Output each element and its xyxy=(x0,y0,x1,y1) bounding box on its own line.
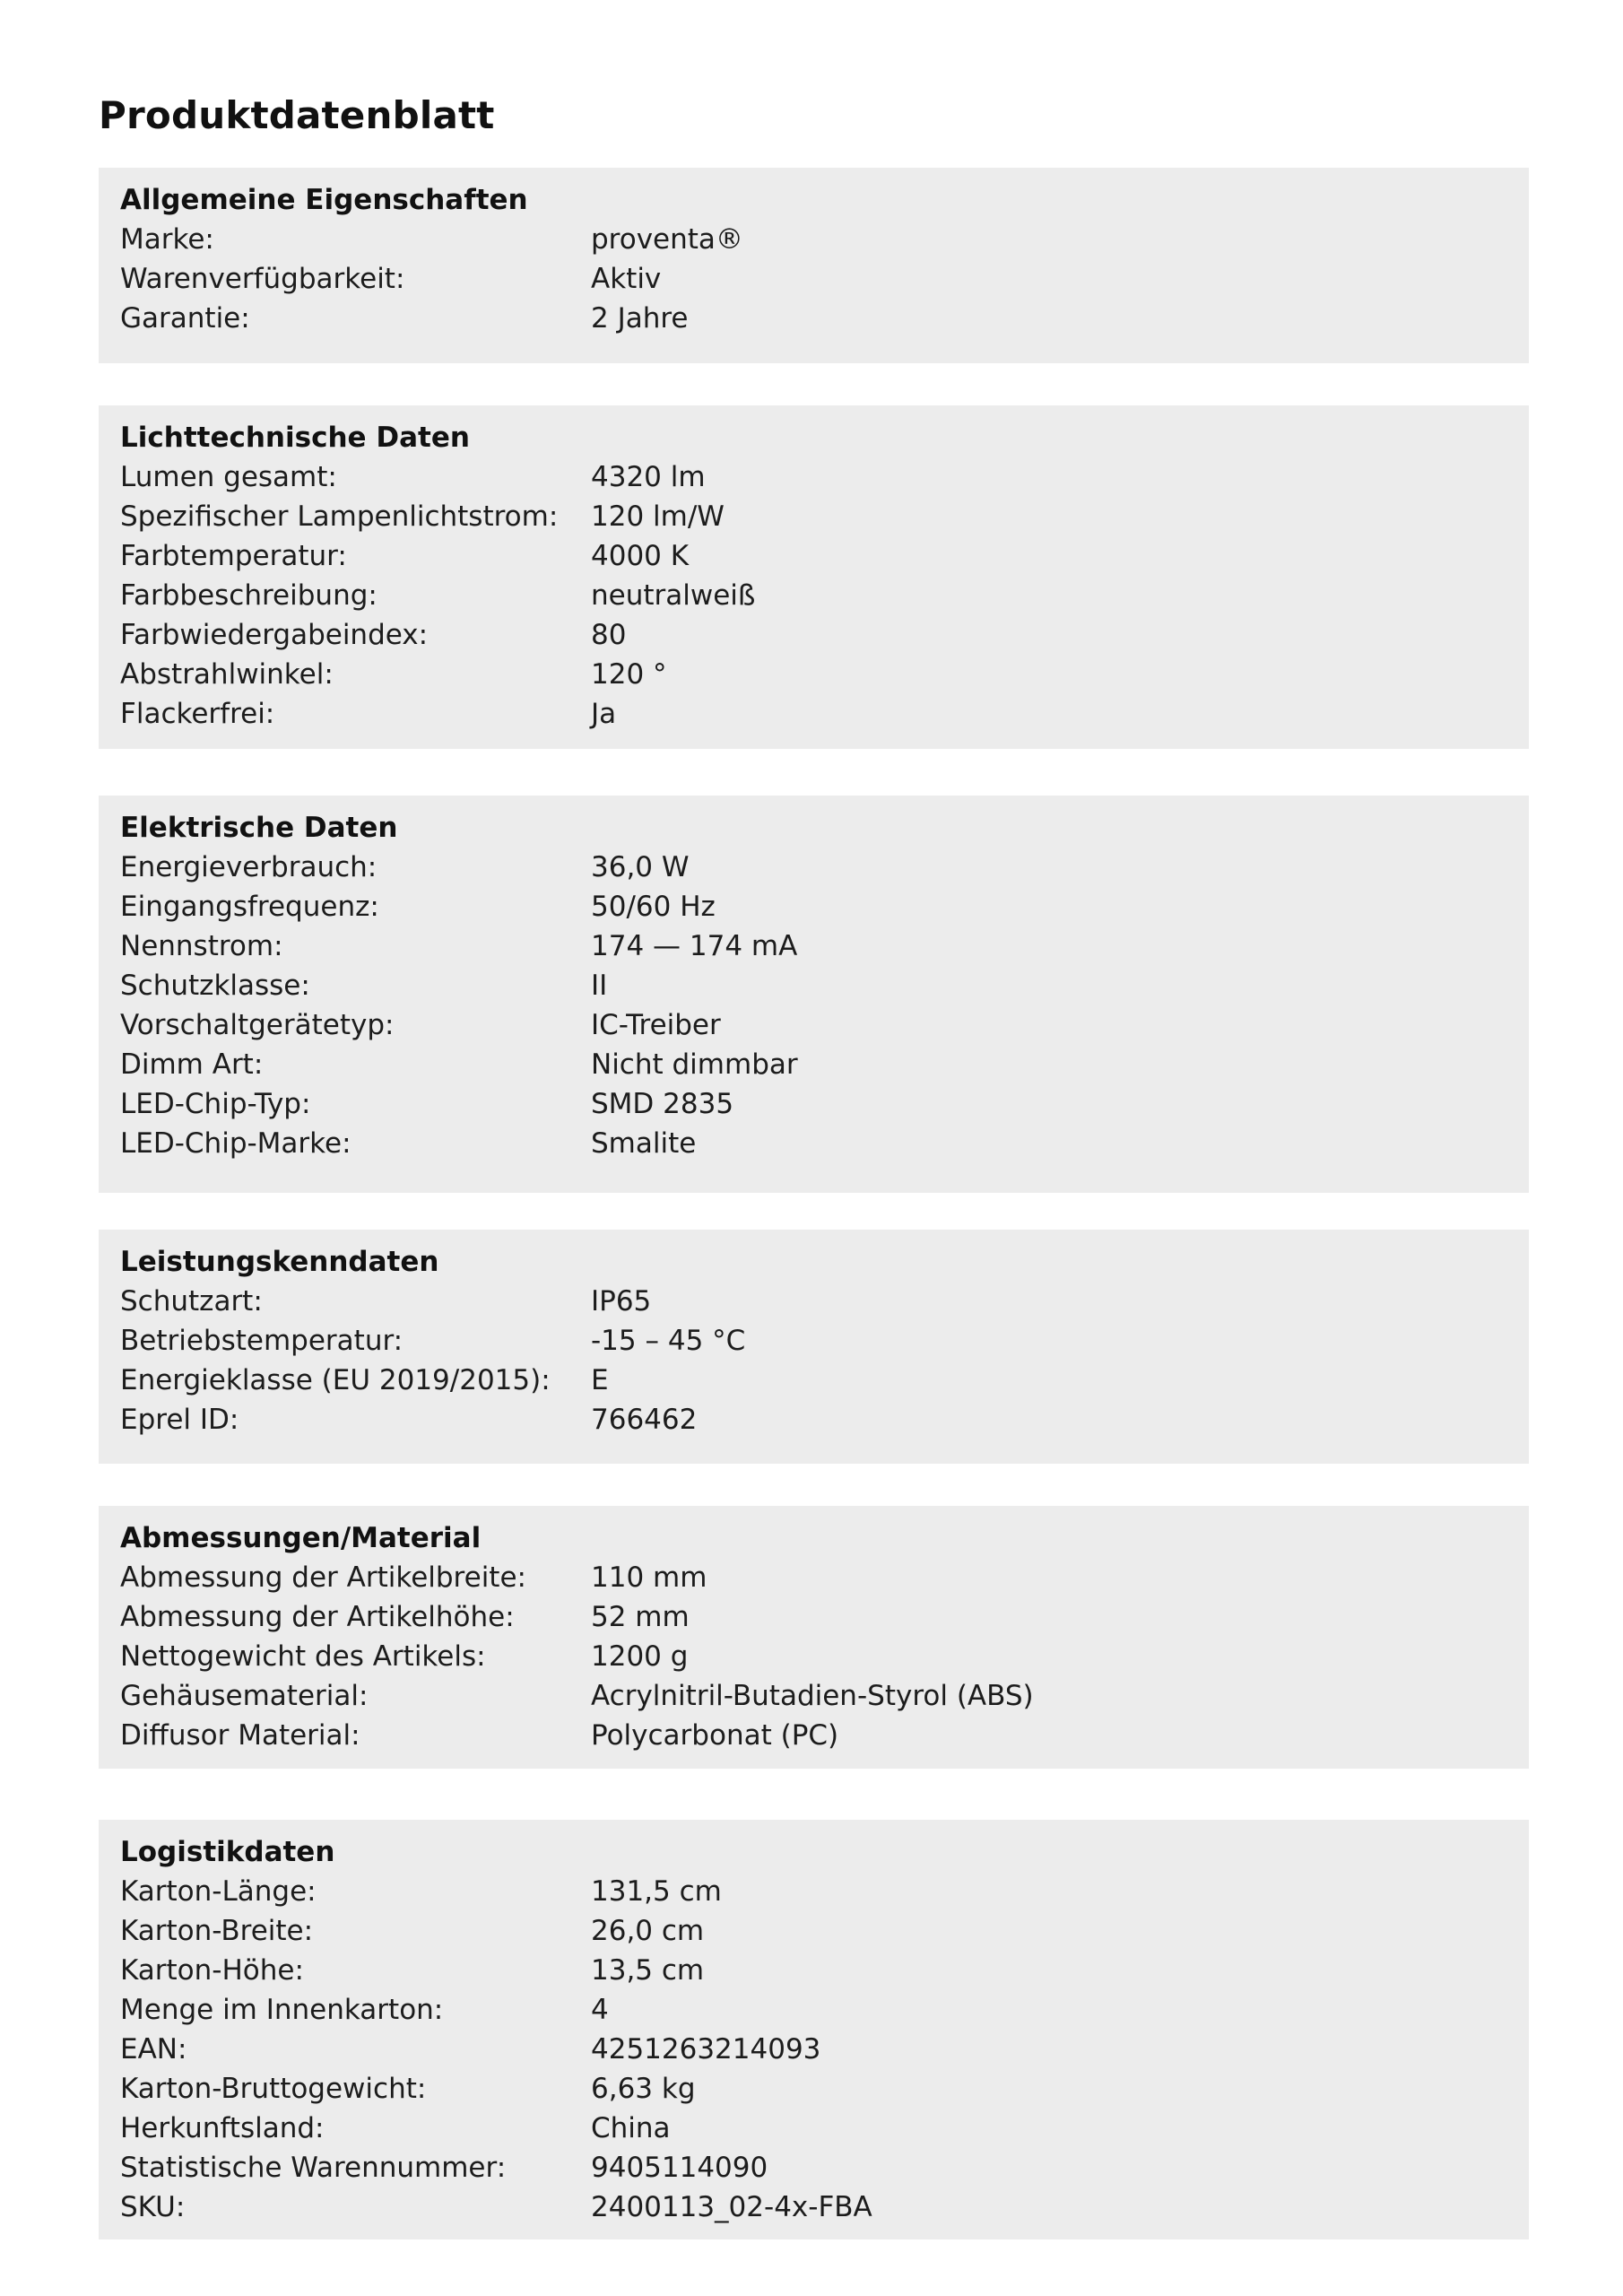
row-label: Karton-Länge: xyxy=(120,1875,317,1908)
row-value: 120 ° xyxy=(591,658,667,691)
row-label: Nennstrom: xyxy=(120,930,283,962)
section-abmessungen-material xyxy=(99,1506,1529,1769)
row-label: Abstrahlwinkel: xyxy=(120,658,334,691)
data-row-energieverbrauch xyxy=(120,848,1529,887)
row-value: 13,5 cm xyxy=(591,1954,705,1987)
row-value: 766462 xyxy=(591,1404,698,1436)
row-label: Garantie: xyxy=(120,302,250,335)
row-value: 131,5 cm xyxy=(591,1875,722,1908)
row-value: 52 mm xyxy=(591,1601,690,1633)
data-row-lumen-gesamt xyxy=(120,457,1529,497)
data-row-diffusor-material xyxy=(120,1716,1529,1755)
row-value: 110 mm xyxy=(591,1561,707,1594)
data-row-artikelbreite xyxy=(120,1558,1529,1597)
data-row-flackerfrei xyxy=(120,694,1529,734)
section-lichttechnische-daten xyxy=(99,405,1529,749)
data-row-abstrahlwinkel xyxy=(120,655,1529,694)
row-label: Energieverbrauch: xyxy=(120,851,378,883)
data-row-karton-laenge xyxy=(120,1872,1529,1911)
row-label: Farbbeschreibung: xyxy=(120,579,378,612)
row-value: 120 lm/W xyxy=(591,500,725,533)
row-label: Energieklasse (EU 2019/2015): xyxy=(120,1364,551,1396)
data-row-warenverfuegbarkeit xyxy=(120,259,1529,299)
row-label: Betriebstemperatur: xyxy=(120,1325,404,1357)
data-row-karton-bruttogewicht xyxy=(120,2069,1529,2109)
row-label: Nettogewicht des Artikels: xyxy=(120,1640,486,1673)
section-title: Lichttechnische Daten xyxy=(120,422,470,454)
data-row-led-chip-typ xyxy=(120,1084,1529,1124)
data-row-led-chip-marke xyxy=(120,1124,1529,1163)
data-row-artikelhoehe xyxy=(120,1597,1529,1637)
row-label: Marke: xyxy=(120,223,214,256)
row-label: Lumen gesamt: xyxy=(120,461,337,493)
data-row-farbtemperatur xyxy=(120,536,1529,576)
data-row-dimm-art xyxy=(120,1045,1529,1084)
row-label: Herkunftsland: xyxy=(120,2112,325,2144)
row-value: SMD 2835 xyxy=(591,1088,734,1120)
data-row-herkunftsland xyxy=(120,2109,1529,2148)
row-label: LED-Chip-Typ: xyxy=(120,1088,311,1120)
section-allgemeine-eigenschaften xyxy=(99,168,1529,363)
row-value: 4251263214093 xyxy=(591,2033,821,2066)
row-value: Acrylnitril-Butadien-Styrol (ABS) xyxy=(591,1680,1034,1712)
data-row-nettogewicht xyxy=(120,1637,1529,1676)
row-value: 4000 K xyxy=(591,540,690,572)
row-label: Gehäusematerial: xyxy=(120,1680,369,1712)
data-row-gehaeusematerial xyxy=(120,1676,1529,1716)
row-value: IP65 xyxy=(591,1285,652,1318)
row-label: Diffusor Material: xyxy=(120,1719,360,1752)
section-logistikdaten xyxy=(99,1820,1529,2239)
row-value: Nicht dimmbar xyxy=(591,1048,798,1081)
row-label: Eprel ID: xyxy=(120,1404,239,1436)
row-value: 4320 lm xyxy=(591,461,706,493)
row-value: 2400113_02-4x-FBA xyxy=(591,2191,872,2223)
section-title: Abmessungen/Material xyxy=(120,1522,482,1554)
row-label: Farbwiedergabeindex: xyxy=(120,619,429,651)
row-value: neutralweiß xyxy=(591,579,756,612)
data-row-energieklasse xyxy=(120,1361,1529,1400)
row-label: Menge im Innenkarton: xyxy=(120,1994,444,2026)
row-value: proventa® xyxy=(591,223,743,256)
row-label: Eingangsfrequenz: xyxy=(120,891,379,923)
row-label: Spezifischer Lampenlichtstrom: xyxy=(120,500,559,533)
data-row-statistische-warennummer xyxy=(120,2148,1529,2187)
row-label: Farbtemperatur: xyxy=(120,540,347,572)
data-row-nennstrom xyxy=(120,926,1529,966)
data-row-marke xyxy=(120,220,1529,259)
section-elektrische-daten xyxy=(99,796,1529,1193)
row-label: EAN: xyxy=(120,2033,187,2066)
row-label: Warenverfügbarkeit: xyxy=(120,263,405,295)
data-row-eingangsfrequenz xyxy=(120,887,1529,926)
row-value: Aktiv xyxy=(591,263,662,295)
row-value: Polycarbonat (PC) xyxy=(591,1719,839,1752)
row-value: 50/60 Hz xyxy=(591,891,716,923)
row-label: Schutzart: xyxy=(120,1285,263,1318)
row-label: Statistische Warennummer: xyxy=(120,2152,507,2184)
row-label: Karton-Bruttogewicht: xyxy=(120,2073,427,2105)
data-row-farbwiedergabeindex xyxy=(120,615,1529,655)
row-value: -15 – 45 °C xyxy=(591,1325,746,1357)
data-row-schutzklasse xyxy=(120,966,1529,1005)
data-row-schutzart xyxy=(120,1282,1529,1321)
row-value: IC-Treiber xyxy=(591,1009,721,1041)
data-row-lampenlichtstrom xyxy=(120,497,1529,536)
data-row-ean xyxy=(120,2030,1529,2069)
row-value: 80 xyxy=(591,619,627,651)
data-row-garantie xyxy=(120,299,1529,338)
row-label: Schutzklasse: xyxy=(120,970,310,1002)
data-row-menge-innenkarton xyxy=(120,1990,1529,2030)
row-value: 36,0 W xyxy=(591,851,690,883)
row-label: Abmessung der Artikelhöhe: xyxy=(120,1601,515,1633)
row-label: Karton-Höhe: xyxy=(120,1954,304,1987)
row-value: E xyxy=(591,1364,609,1396)
row-label: LED-Chip-Marke: xyxy=(120,1127,352,1160)
section-title: Logistikdaten xyxy=(120,1836,335,1868)
section-title: Allgemeine Eigenschaften xyxy=(120,184,528,216)
row-value: Ja xyxy=(591,698,617,730)
page-title: Produktdatenblatt xyxy=(99,93,495,137)
data-row-eprel-id xyxy=(120,1400,1529,1439)
row-label: Abmessung der Artikelbreite: xyxy=(120,1561,526,1594)
section-leistungskenndaten xyxy=(99,1230,1529,1464)
data-row-farbbeschreibung xyxy=(120,576,1529,615)
row-label: Dimm Art: xyxy=(120,1048,264,1081)
row-label: SKU: xyxy=(120,2191,186,2223)
data-row-betriebstemperatur xyxy=(120,1321,1529,1361)
row-value: 26,0 cm xyxy=(591,1915,705,1947)
row-value: 4 xyxy=(591,1994,609,2026)
row-value: 2 Jahre xyxy=(591,302,689,335)
row-value: 9405114090 xyxy=(591,2152,768,2184)
row-label: Flackerfrei: xyxy=(120,698,275,730)
row-value: 174 — 174 mA xyxy=(591,930,798,962)
row-label: Karton-Breite: xyxy=(120,1915,314,1947)
row-value: 6,63 kg xyxy=(591,2073,696,2105)
row-value: 1200 g xyxy=(591,1640,689,1673)
data-row-sku xyxy=(120,2187,1529,2227)
row-value: Smalite xyxy=(591,1127,697,1160)
section-title: Elektrische Daten xyxy=(120,812,398,844)
data-row-karton-breite xyxy=(120,1911,1529,1951)
data-row-vorschaltgeraetetyp xyxy=(120,1005,1529,1045)
section-title: Leistungskenndaten xyxy=(120,1246,439,1278)
row-value: II xyxy=(591,970,608,1002)
row-value: China xyxy=(591,2112,671,2144)
data-row-karton-hoehe xyxy=(120,1951,1529,1990)
row-label: Vorschaltgerätetyp: xyxy=(120,1009,395,1041)
